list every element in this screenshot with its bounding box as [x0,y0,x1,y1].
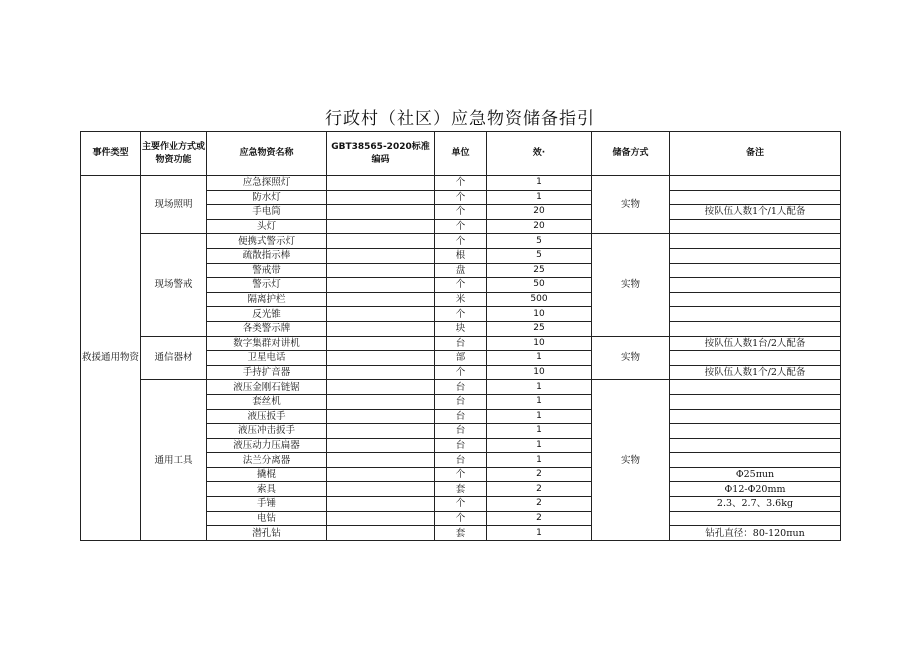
quantity-cell: 20 [487,219,592,234]
unit-cell: 盘 [435,263,487,278]
notes-cell [670,351,841,366]
quantity-cell: 2 [487,482,592,497]
item-name-cell: 隔离护栏 [207,292,327,307]
standard-code-cell [327,365,435,380]
quantity-cell: 25 [487,321,592,336]
item-name-cell: 疏散指示棒 [207,248,327,263]
item-name-cell: 警示灯 [207,278,327,293]
quantity-cell: 2 [487,511,592,526]
unit-cell: 个 [435,205,487,220]
header-event-type: 事件类型 [81,132,141,176]
standard-code-cell [327,190,435,205]
item-name-cell: 液压动力压扁器 [207,438,327,453]
header-row [81,132,841,176]
item-name-cell: 液压金刚石链锯 [207,380,327,395]
unit-cell: 个 [435,176,487,191]
standard-code-cell [327,511,435,526]
unit-cell: 台 [435,380,487,395]
quantity-cell: 20 [487,205,592,220]
notes-cell [670,219,841,234]
quantity-cell: 2 [487,497,592,512]
table-body [81,176,841,541]
unit-cell: 块 [435,321,487,336]
unit-cell: 个 [435,365,487,380]
notes-cell [670,438,841,453]
notes-cell [670,263,841,278]
unit-cell: 套 [435,482,487,497]
standard-code-cell [327,219,435,234]
table-row [81,336,841,351]
quantity-cell: 10 [487,307,592,322]
quantity-cell: 1 [487,190,592,205]
notes-cell [670,234,841,249]
header-quantity: 效· [487,132,592,176]
notes-cell [670,409,841,424]
unit-cell: 根 [435,248,487,263]
quantity-cell: 1 [487,424,592,439]
quantity-cell: 1 [487,351,592,366]
quantity-cell: 10 [487,365,592,380]
item-name-cell: 应急探照灯 [207,176,327,191]
unit-cell: 个 [435,278,487,293]
unit-cell: 台 [435,424,487,439]
notes-cell [670,307,841,322]
unit-cell: 米 [435,292,487,307]
unit-cell: 台 [435,438,487,453]
item-name-cell: 套丝机 [207,394,327,409]
unit-cell: 台 [435,336,487,351]
item-name-cell: 潜孔钻 [207,526,327,541]
standard-code-cell [327,424,435,439]
standard-code-cell [327,497,435,512]
unit-cell: 个 [435,190,487,205]
function-cell: 通信器材 [141,336,207,380]
notes-cell: 按队伍人数1个/2人配备 [670,365,841,380]
quantity-cell: 25 [487,263,592,278]
quantity-cell: 10 [487,336,592,351]
notes-cell [670,511,841,526]
unit-cell: 部 [435,351,487,366]
function-cell: 通用工具 [141,380,207,541]
header-unit: 单位 [435,132,487,176]
notes-cell [670,278,841,293]
notes-cell [670,453,841,468]
notes-cell [670,190,841,205]
notes-cell [670,424,841,439]
table-row [81,176,841,191]
notes-cell [670,380,841,395]
quantity-cell: 2 [487,467,592,482]
unit-cell: 个 [435,511,487,526]
unit-cell: 台 [435,394,487,409]
notes-cell [670,292,841,307]
standard-code-cell [327,307,435,322]
quantity-cell: 1 [487,526,592,541]
item-name-cell: 索具 [207,482,327,497]
notes-cell: 钻孔直径：80-120πun [670,526,841,541]
item-name-cell: 法兰分离器 [207,453,327,468]
unit-cell: 个 [435,219,487,234]
item-name-cell: 卫星电话 [207,351,327,366]
notes-cell [670,176,841,191]
notes-cell: 2.3、2.7、3.6kg [670,497,841,512]
header-item-name: 应急物资名称 [207,132,327,176]
standard-code-cell [327,205,435,220]
standard-code-cell [327,321,435,336]
quantity-cell: 1 [487,453,592,468]
standard-code-cell [327,394,435,409]
item-name-cell: 液压扳手 [207,409,327,424]
event-type-cell: 救援通用物资 [81,176,141,541]
quantity-cell: 5 [487,234,592,249]
notes-cell: 按队伍人数1个/1人配备 [670,205,841,220]
item-name-cell: 警戒带 [207,263,327,278]
standard-code-cell [327,482,435,497]
quantity-cell: 1 [487,409,592,424]
quantity-cell: 1 [487,394,592,409]
item-name-cell: 电钻 [207,511,327,526]
standard-code-cell [327,380,435,395]
function-cell: 现场照明 [141,176,207,234]
item-name-cell: 手电筒 [207,205,327,220]
unit-cell: 台 [435,453,487,468]
standard-code-cell [327,336,435,351]
header-storage-method: 储备方式 [592,132,670,176]
standard-code-cell [327,263,435,278]
standard-code-cell [327,176,435,191]
standard-code-cell [327,278,435,293]
item-name-cell: 各类警示牌 [207,321,327,336]
page-title: 行政村（社区）应急物资储备指引 [325,109,595,129]
header-standard-code: GBT38565-2020标准编码 [327,132,435,176]
standard-code-cell [327,292,435,307]
standard-code-cell [327,351,435,366]
standard-code-cell [327,234,435,249]
item-name-cell: 防水灯 [207,190,327,205]
unit-cell: 套 [435,526,487,541]
storage-method-cell: 实物 [592,336,670,380]
quantity-cell: 1 [487,438,592,453]
unit-cell: 个 [435,467,487,482]
notes-cell: 按队伍人数1台/2人配备 [670,336,841,351]
quantity-cell: 5 [487,248,592,263]
storage-method-cell: 实物 [592,380,670,541]
unit-cell: 个 [435,497,487,512]
notes-cell: Φ25πun [670,467,841,482]
standard-code-cell [327,526,435,541]
quantity-cell: 1 [487,176,592,191]
standard-code-cell [327,409,435,424]
notes-cell [670,248,841,263]
item-name-cell: 液压冲击扳手 [207,424,327,439]
quantity-cell: 500 [487,292,592,307]
item-name-cell: 手持扩音器 [207,365,327,380]
notes-cell [670,394,841,409]
item-name-cell: 便携式警示灯 [207,234,327,249]
item-name-cell: 撬棍 [207,467,327,482]
unit-cell: 个 [435,307,487,322]
standard-code-cell [327,248,435,263]
quantity-cell: 50 [487,278,592,293]
storage-method-cell: 实物 [592,234,670,336]
storage-method-cell: 实物 [592,176,670,234]
standard-code-cell [327,467,435,482]
table-row [81,234,841,249]
item-name-cell: 数字集群对讲机 [207,336,327,351]
supplies-table [80,131,841,541]
notes-cell: Φ12-Φ20mm [670,482,841,497]
standard-code-cell [327,453,435,468]
quantity-cell: 1 [487,380,592,395]
unit-cell: 台 [435,409,487,424]
table-row [81,380,841,395]
header-function: 主要作业方式或物资功能 [141,132,207,176]
standard-code-cell [327,438,435,453]
header-notes: 备注 [670,132,841,176]
item-name-cell: 头灯 [207,219,327,234]
function-cell: 现场警戒 [141,234,207,336]
item-name-cell: 手锤 [207,497,327,512]
item-name-cell: 反光锥 [207,307,327,322]
unit-cell: 个 [435,234,487,249]
notes-cell [670,321,841,336]
